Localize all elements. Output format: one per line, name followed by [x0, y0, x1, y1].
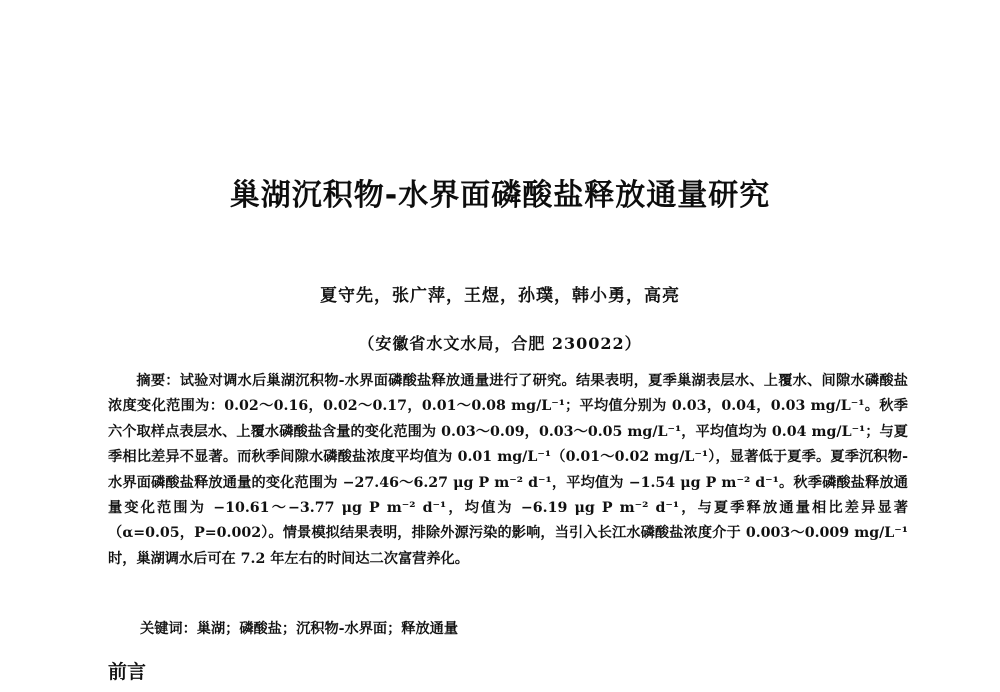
abstract-block [108, 369, 908, 572]
abstract-paragraph [108, 369, 908, 572]
keywords-line [140, 618, 900, 638]
section-heading-introduction: 前言 [108, 661, 147, 683]
keywords-label: 关键词： [140, 621, 197, 637]
abstract-label: 摘要： [136, 373, 180, 389]
paper-title: 巢湖沉积物-水界面磷酸盐释放通量研究 [229, 178, 771, 213]
affiliation: （安徽省水文水局，合肥 230022） [358, 334, 642, 353]
keywords-text: 巢湖；磷酸盐；沉积物-水界面；释放通量 [196, 621, 459, 637]
author-list: 夏守先，张广萍，王煜，孙璞，韩小勇，高亮 [320, 286, 680, 306]
abstract-text: 试验对调水后巢湖沉积物-水界面磷酸盐释放通量进行了研究。结果表明，夏季巢湖表层水、上覆水、间隙水磷酸盐浓度变化范围为：0.02～0.16，0.02～0.17，0.01～0.08 mg/L⁻¹；平均值分别为 0.03，0.04，0.03 mg/L⁻¹。秋季六个取样点表层水、上覆水磷酸盐含量的变化范围为 0.03～0.09，0.03～0.05 mg/L⁻¹，平均值均为 0.04 mg/L⁻¹；与夏季相比差异不显著。而秋季间隙水磷酸盐浓度平均值为 0.01 mg/L⁻¹（0.01～0.02 mg/L⁻¹），显著低于夏季。夏季沉积物-水界面磷酸盐释放通量的变化范围为 −27.46～6.27 μg P m⁻² d⁻¹，平均值为 −1.54 μg P m⁻² d⁻¹。秋季磷酸盐释放通量变化范围为 −10.61～−3.77 μg P m⁻² d⁻¹，均值为 −6.19 μg P m⁻² d⁻¹，与夏季释放通量相比差异显著（α=0.05，P=0.002）。情景模拟结果表明，排除外源污染的影响，当引入长江水磷酸盐浓度介于 0.003～0.009 mg/L⁻¹时，巢湖调水后可在 7.2 年左右的时间达二次富营养化。 [108, 373, 908, 567]
